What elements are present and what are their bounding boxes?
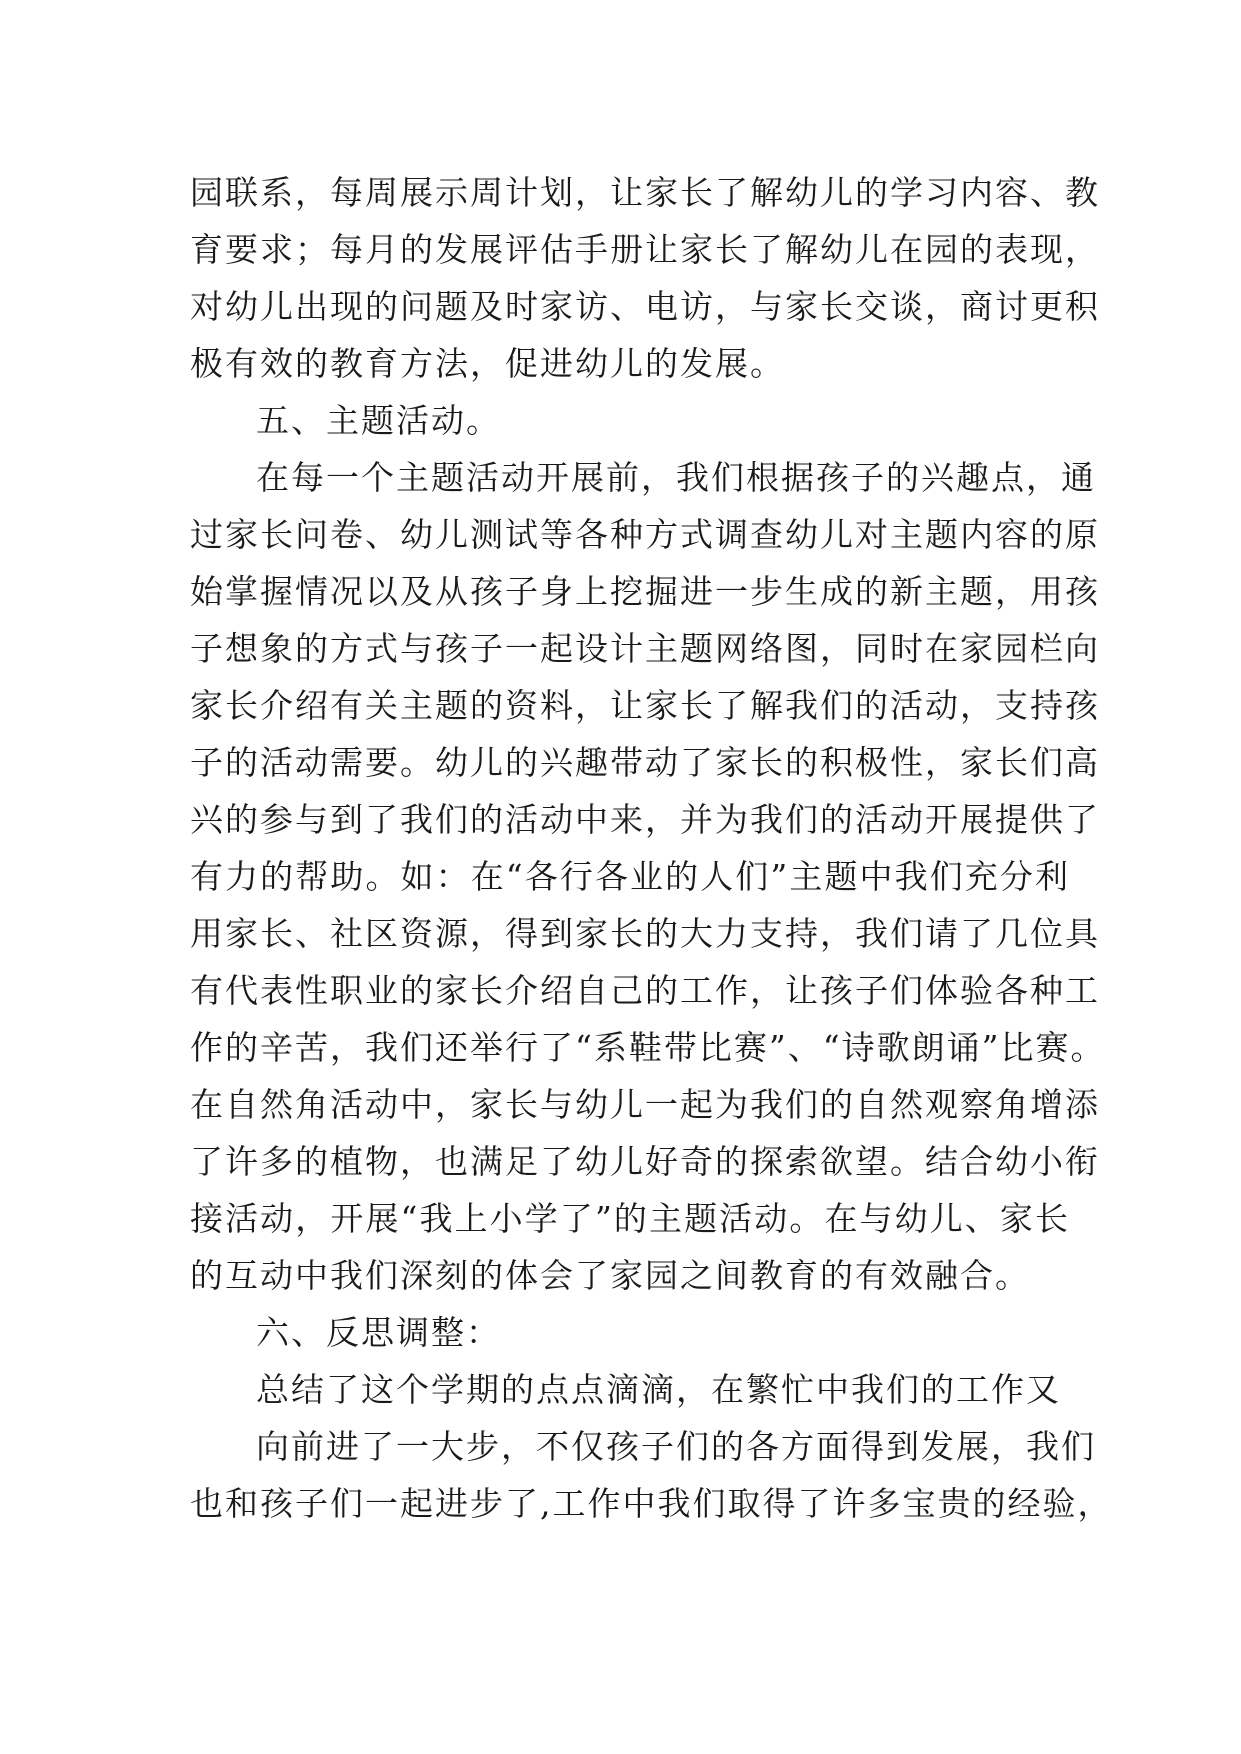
text-line: 子想象的方式与孩子一起设计主题网络图，同时在家园栏向 <box>190 629 1100 668</box>
body-text <box>190 164 1113 1532</box>
text-line: 子的活动需要。幼儿的兴趣带动了家长的积极性，家长们高 <box>190 743 1100 782</box>
text-line: 始掌握情况以及从孩子身上挖掘进一步生成的新主题，用孩 <box>190 572 1100 611</box>
text-line: 了许多的植物，也满足了幼儿好奇的探索欲望。结合幼小衔 <box>190 1142 1100 1181</box>
text-line: 接活动，开展“我上小学了”的主题活动。在与幼儿、家长 <box>190 1199 1070 1238</box>
text-line: 过家长问卷、幼儿测试等各种方式调查幼儿对主题内容的原 <box>190 515 1100 554</box>
text-line: 在每一个主题活动开展前，我们根据孩子的兴趣点，通 <box>256 458 1096 497</box>
text-line: 对幼儿出现的问题及时家访、电访，与家长交谈，商讨更积 <box>190 287 1100 326</box>
text-line: 的互动中我们深刻的体会了家园之间教育的有效融合。 <box>190 1256 1030 1295</box>
section-heading-6: 六、反思调整： <box>256 1313 501 1352</box>
text-line: 兴的参与到了我们的活动中来，并为我们的活动开展提供了 <box>190 800 1100 839</box>
text-line: 也和孩子们一起进步了,工作中我们取得了许多宝贵的经验， <box>190 1484 1113 1523</box>
text-line: 有力的帮助。如：在“各行各业的人们”主题中我们充分利 <box>190 857 1070 896</box>
text-line: 向前进了一大步，不仅孩子们的各方面得到发展，我们 <box>256 1427 1096 1466</box>
text-line: 园联系，每周展示周计划，让家长了解幼儿的学习内容、教 <box>190 173 1100 212</box>
text-line: 作的辛苦，我们还举行了“系鞋带比赛”、“诗歌朗诵”比赛。 <box>190 1028 1106 1067</box>
text-line: 育要求；每月的发展评估手册让家长了解幼儿在园的表现， <box>190 230 1100 269</box>
text-line: 在自然角活动中，家长与幼儿一起为我们的自然观察角增添 <box>190 1085 1100 1124</box>
text-line: 用家长、社区资源，得到家长的大力支持，我们请了几位具 <box>190 914 1100 953</box>
text-line: 极有效的教育方法，促进幼儿的发展。 <box>190 344 785 383</box>
text-line: 家长介绍有关主题的资料，让家长了解我们的活动，支持孩 <box>190 686 1100 725</box>
section-heading-5: 五、主题活动。 <box>256 401 501 440</box>
text-line: 有代表性职业的家长介绍自己的工作，让孩子们体验各种工 <box>190 971 1100 1010</box>
text-line: 总结了这个学期的点点滴滴，在繁忙中我们的工作又 <box>256 1370 1061 1409</box>
